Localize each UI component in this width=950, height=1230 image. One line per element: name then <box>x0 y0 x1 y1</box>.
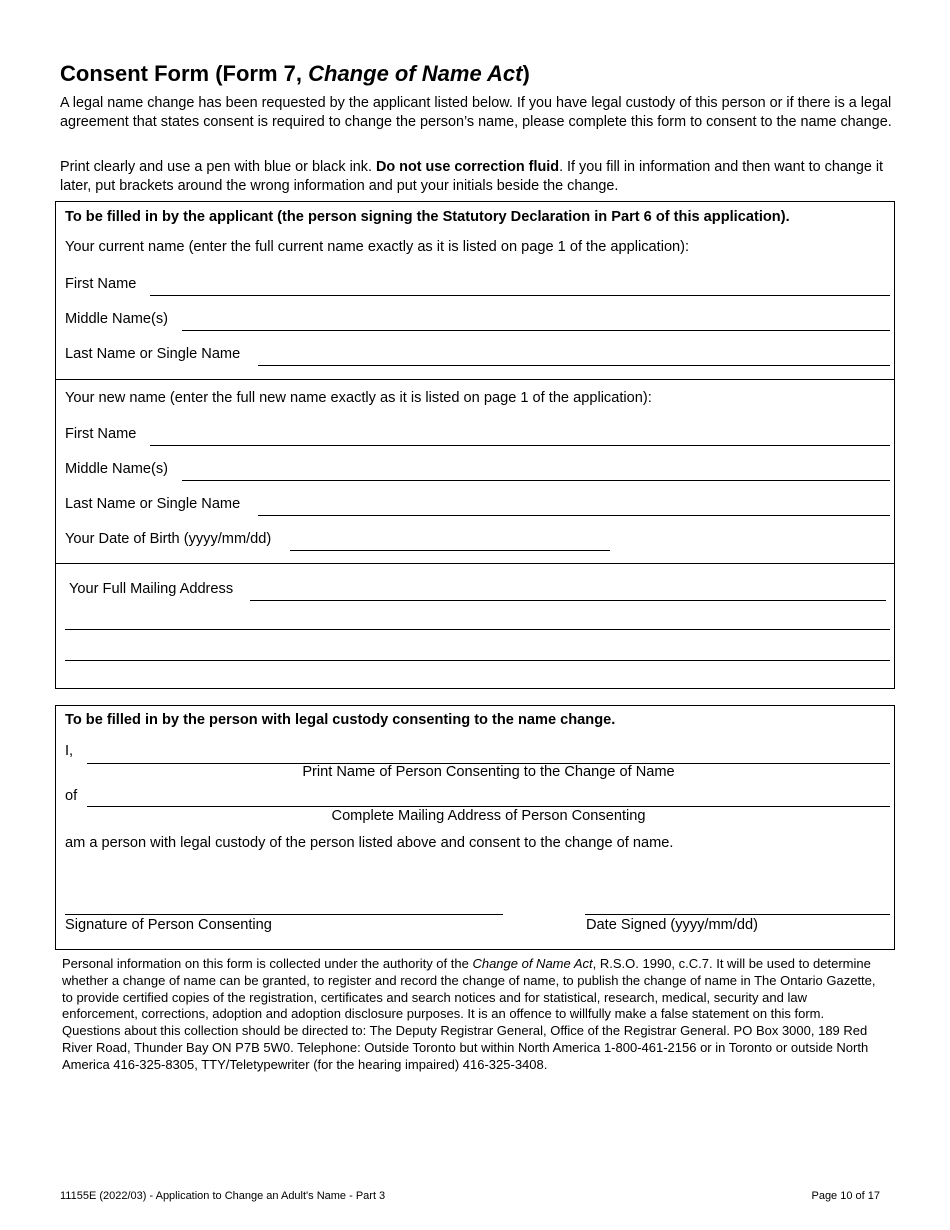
date-signed-label: Date Signed (yyyy/mm/dd) <box>586 917 758 933</box>
new-last-name-label: Last Name or Single Name <box>65 496 241 512</box>
current-name-intro: Your current name (enter the full current name exactly as it is listed on page 1 of the application): <box>65 239 690 255</box>
date-of-birth-label: Your Date of Birth (yyyy/mm/dd) <box>65 531 272 547</box>
mailing-address-input-1[interactable] <box>250 582 886 601</box>
applicant-heading: To be filled in by the applicant (the person signing the Statutory Declaration in Part 6 of this application). <box>65 209 790 225</box>
new-name-intro: Your new name (enter the full new name exactly as it is listed on page 1 of the application): <box>65 390 652 406</box>
mailing-address-label: Your Full Mailing Address <box>69 581 234 597</box>
intro-paragraph-1: A legal name change has been requested by the applicant listed below. If you have legal custody of this person or if there is a legal agreement that states consent is required to change the person’s name, please complete this form to consent to the name change. <box>60 95 892 130</box>
address-caption: Complete Mailing Address of Person Consenting <box>331 808 646 824</box>
form-footer-id: 11155E (2022/03) - Application to Change an Adult's Name - Part 3 <box>60 1190 386 1202</box>
current-last-name-input[interactable] <box>258 347 890 366</box>
intro-paragraph-2: Print clearly and use a pen with blue or black ink. Do not use correction fluid. If you fill in information and then want to change it later, put brackets around the wrong information and put your initials beside the change. <box>60 159 884 194</box>
date-of-birth-input[interactable] <box>290 532 610 551</box>
new-last-name-input[interactable] <box>258 497 890 516</box>
new-first-name-input[interactable] <box>150 427 890 446</box>
of-label: of <box>65 788 78 804</box>
consenting-person-address-input[interactable] <box>87 788 890 807</box>
page-title: Consent Form (Form 7, Change of Name Act) <box>60 61 530 86</box>
signature-label: Signature of Person Consenting <box>65 917 272 933</box>
current-first-name-label: First Name <box>65 276 137 292</box>
consent-heading: To be filled in by the person with legal custody consenting to the name change. <box>65 712 616 728</box>
mailing-address-input-3[interactable] <box>65 642 890 661</box>
date-signed-input[interactable] <box>585 896 890 915</box>
signature-input[interactable] <box>65 896 503 915</box>
new-middle-names-label: Middle Name(s) <box>65 461 168 477</box>
page-number: Page 10 of 17 <box>811 1190 880 1202</box>
current-middle-names-input[interactable] <box>182 312 890 331</box>
print-name-caption: Print Name of Person Consenting to the Change of Name <box>302 764 675 780</box>
mailing-address-input-2[interactable] <box>65 611 890 630</box>
current-last-name-label: Last Name or Single Name <box>65 346 241 362</box>
privacy-notice: Personal information on this form is collected under the authority of the Change of Name Act, R.S.O. 1990, c.C.7. It will be used to determine whether a change of name can be granted, to register and record the change of name, to publish the change of name in The Ontario Gazette, to provide certified copies of the registration, certificates and search notices and for statistical, research, medical, security and law enforcement, corrections, adoption and adoption disclosure purposes. It is an offence to willfully make a false statement on this form. Questions about this collection should be directed to: The Deputy Registrar General, Office of the Registrar General. PO Box 3000, 189 Red River Road, Thunder Bay ON P7B 5W0. Telephone: Outside Toronto but within North America 1-800-461-2156 or in Toronto or outside North America 416-325-8305, TTY/Teletypewriter (for the hearing impaired) 416-325-3408. <box>62 956 876 1072</box>
current-middle-names-label: Middle Name(s) <box>65 311 168 327</box>
new-middle-names-input[interactable] <box>182 462 890 481</box>
i-label: I, <box>65 743 74 759</box>
current-first-name-input[interactable] <box>150 277 890 296</box>
consent-statement: am a person with legal custody of the person listed above and consent to the change of name. <box>65 835 674 851</box>
consenting-person-name-input[interactable] <box>87 745 890 764</box>
section-divider <box>55 379 895 380</box>
section-divider <box>55 563 895 564</box>
new-first-name-label: First Name <box>65 426 137 442</box>
